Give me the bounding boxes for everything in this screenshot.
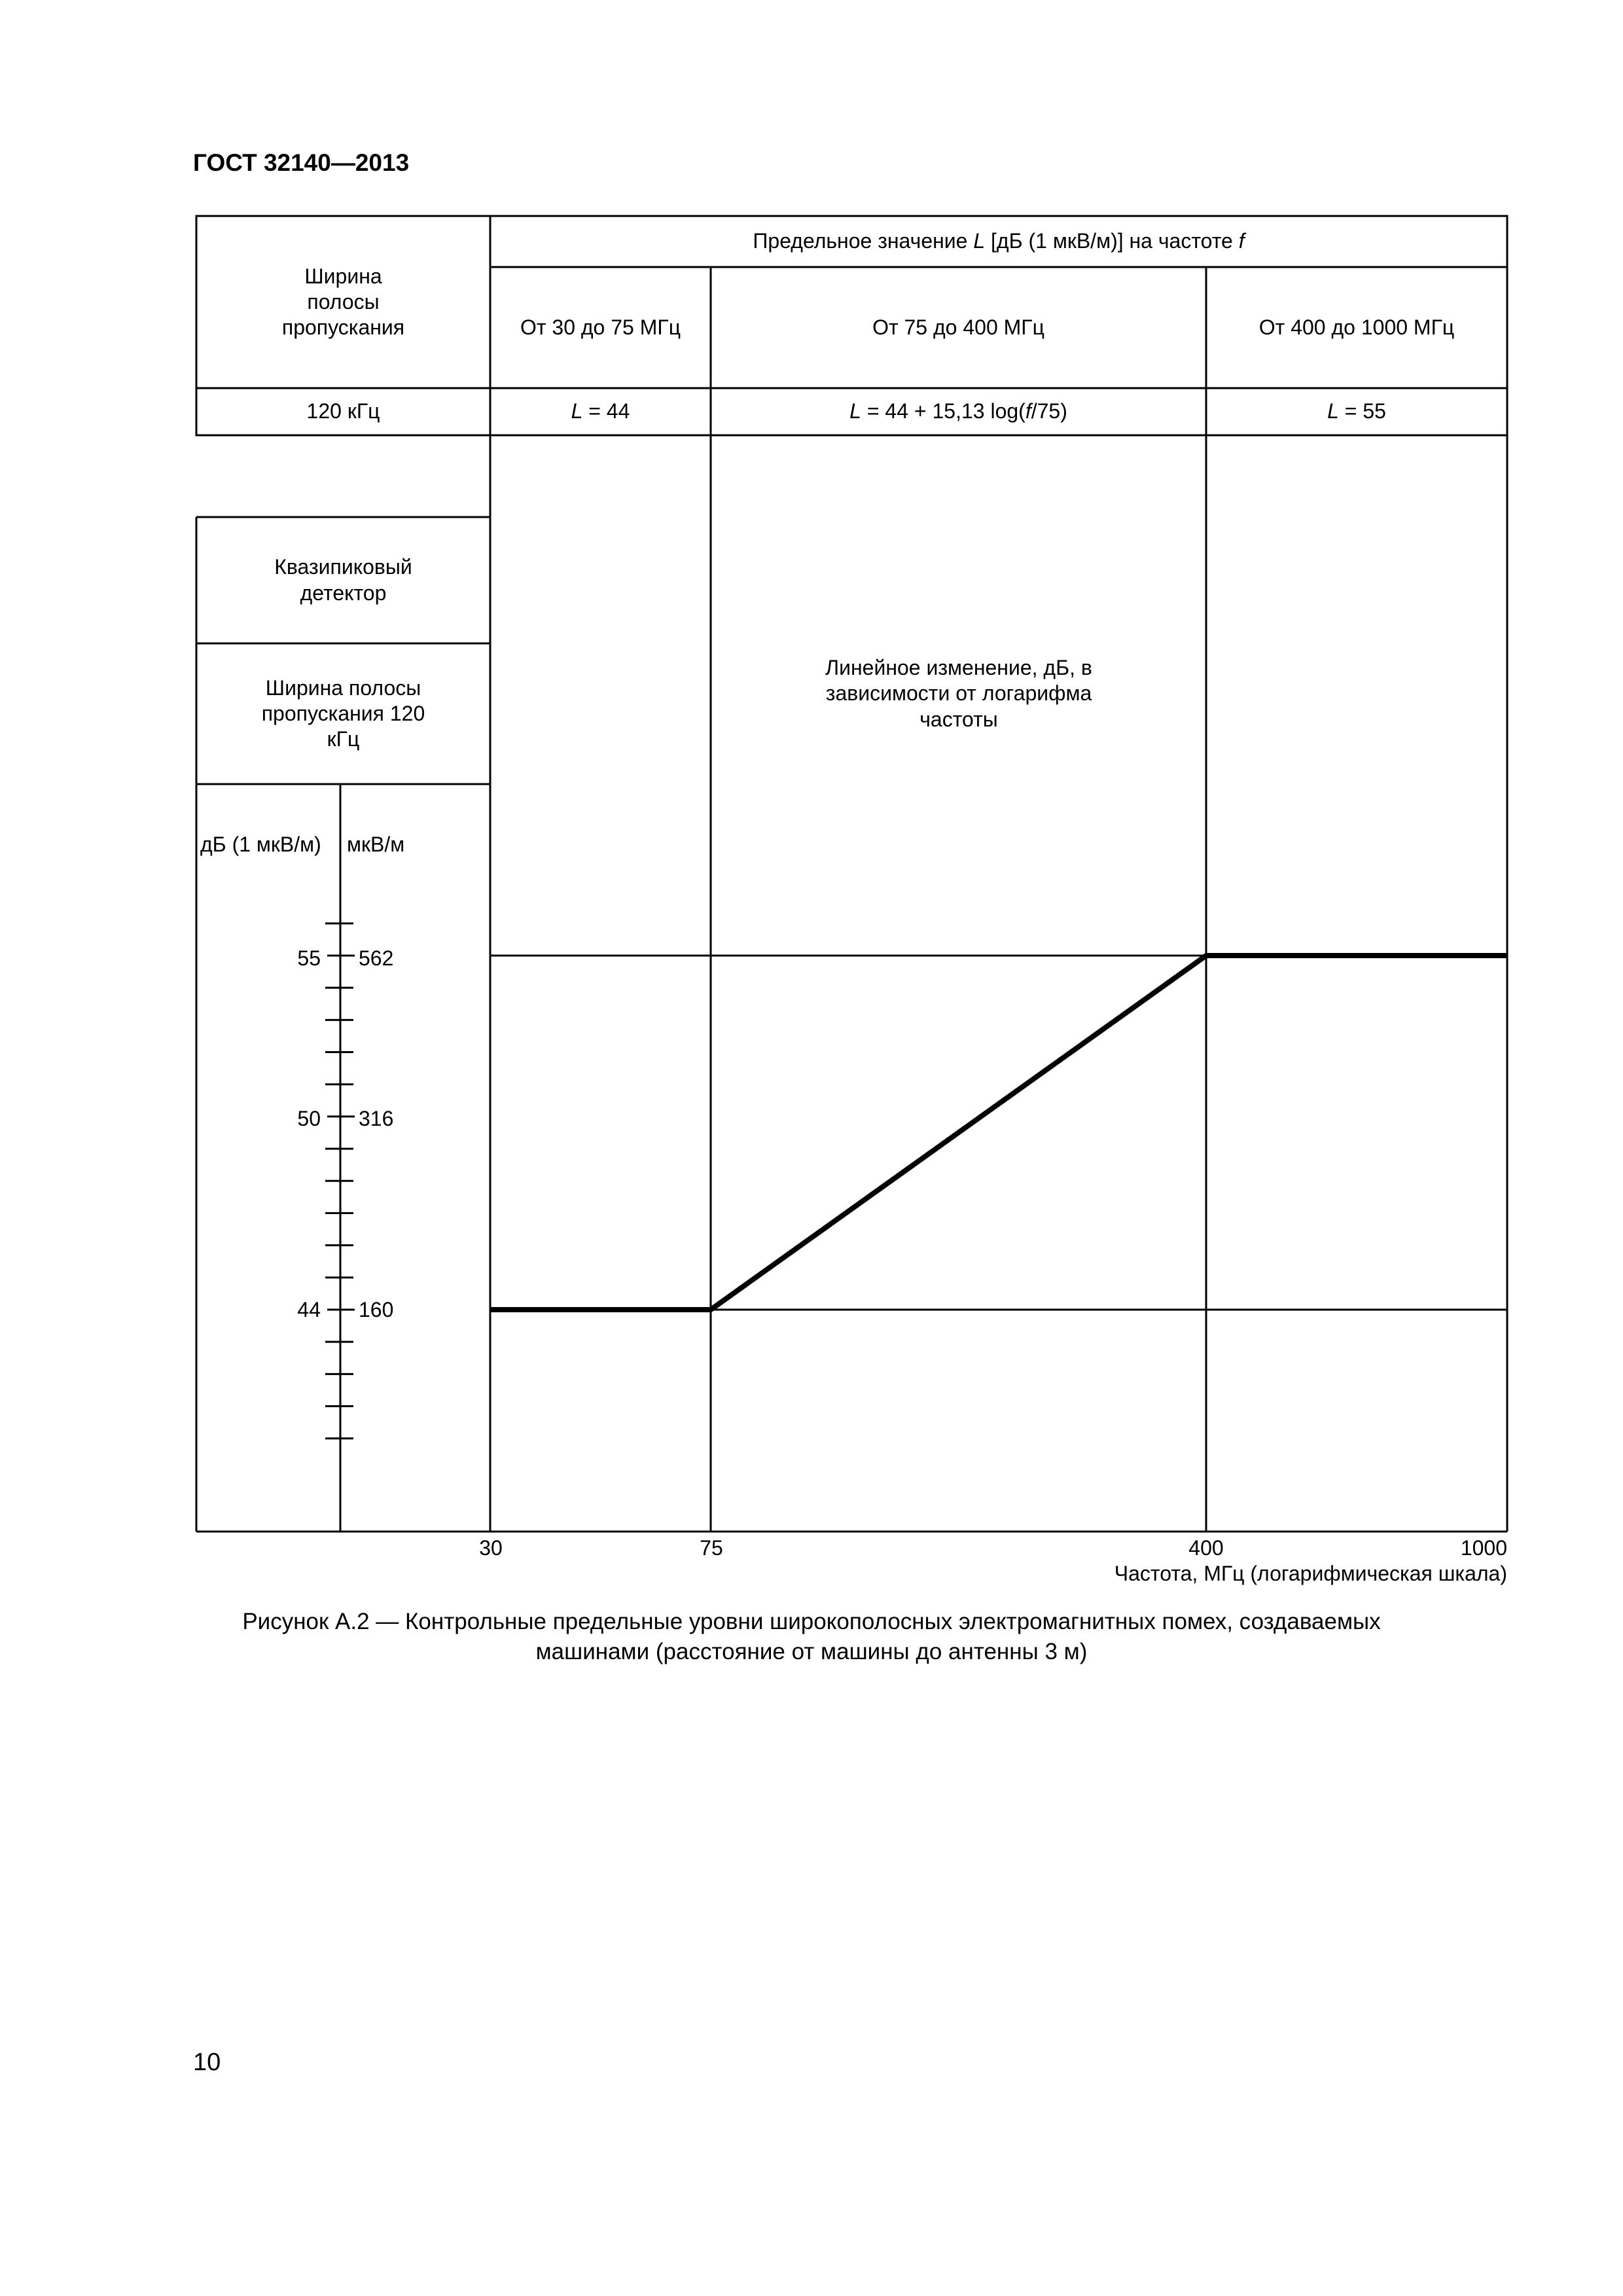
figure-caption: Рисунок А.2 — Контрольные предельные уровни широкополосных электромагнитных помех, создаваемых машинами (расстояние от машины до антенны 3 м) [242,1609,1381,1664]
document-id: ГОСТ 32140—2013 [193,149,410,176]
scale-uv-160: 160 [359,1298,394,1321]
x-tick-1000: 1000 [1460,1536,1507,1560]
scale-uv-562: 562 [359,946,394,970]
bandwidth-header: Ширина полосы пропускания [281,264,405,340]
chart-annotation: Линейное изменение, дБ, в зависимости от логарифма частоты [825,656,1092,731]
scale-db-44: 44 [297,1298,321,1321]
detector-label: Квазипиковый детектор [274,555,412,605]
scale-db-55: 55 [297,946,321,970]
x-tick-400: 400 [1188,1536,1224,1560]
page-number: 10 [193,2049,221,2076]
range-400-1000: От 400 до 1000 МГц [1258,315,1455,339]
range-75-400: От 75 до 400 МГц [872,315,1044,339]
formula-2: L = 44 + 15,13 log(f/75) [849,399,1067,423]
limit-line [490,956,1507,1310]
x-tick-75: 75 [700,1536,723,1560]
x-tick-30: 30 [479,1536,503,1560]
unit-uv-label: мкВ/м [347,833,405,856]
unit-db-label: дБ (1 мкВ/м) [200,833,321,856]
bandwidth-value: 120 кГц [306,399,380,423]
bandwidth-label: Ширина полосы пропускания 120 кГц [261,675,425,751]
formula-1: L = 44 [571,399,630,423]
formula-3: L = 55 [1327,399,1386,423]
scale-uv-316: 316 [359,1107,394,1130]
limit-header: Предельное значение L [дБ (1 мкВ/м)] на частоте f [753,229,1245,253]
scale-db-50: 50 [297,1107,321,1130]
range-30-75: От 30 до 75 МГц [520,315,681,339]
x-axis-label: Частота, МГц (логарифмическая шкала) [1114,1562,1507,1585]
